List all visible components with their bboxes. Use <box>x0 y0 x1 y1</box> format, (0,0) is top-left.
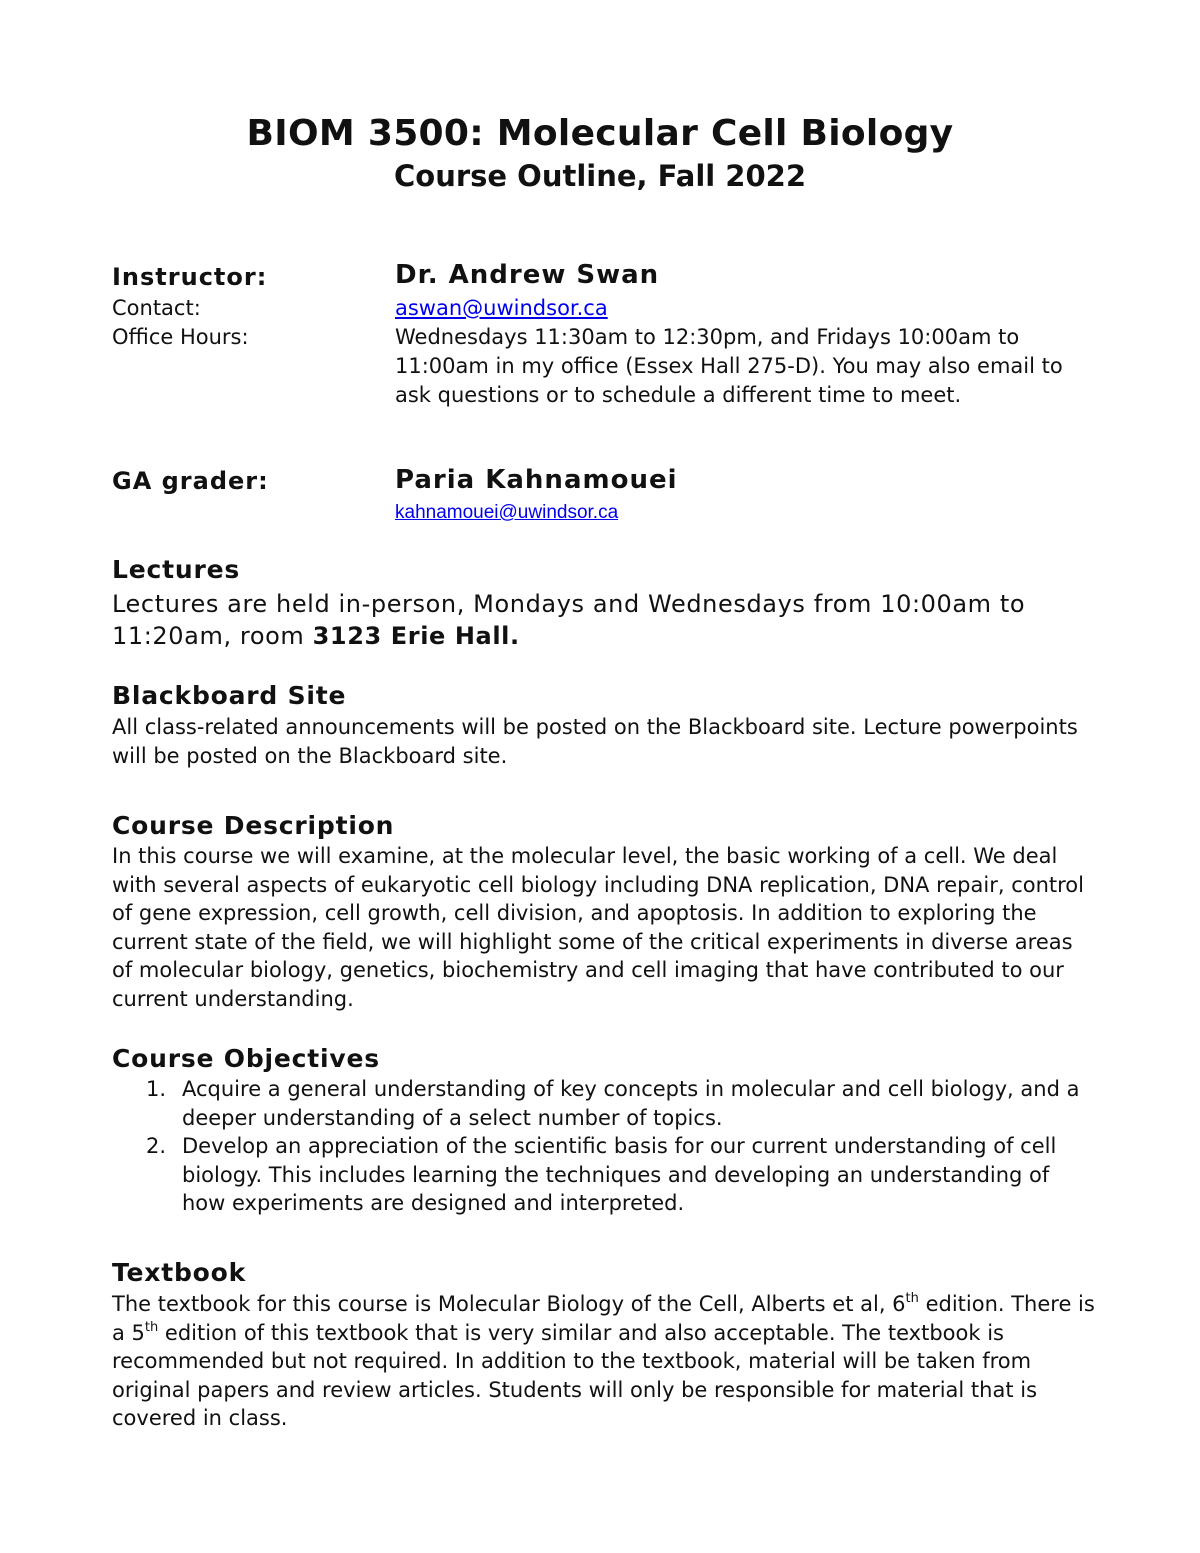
contact-row <box>112 294 1092 323</box>
lectures-body: Lectures are held in-person, Mondays and Wednesdays from 10:00am to 11:20am, room <box>112 590 1026 650</box>
contact-label: Contact: <box>112 296 201 320</box>
office-hours-row <box>112 323 1092 443</box>
lectures-text <box>112 588 1097 652</box>
instructor-row <box>112 261 1092 293</box>
instructor-email-link[interactable]: aswan@uwindsor.ca <box>395 296 608 320</box>
ga-email-value <box>395 497 1095 527</box>
page-subtitle: Course Outline, Fall 2022 <box>393 159 807 193</box>
textbook-text-3: edition of this textbook that is very similar and also acceptable. The textbook is recommended but not required. In addition to the textbook, material will be taken from original papers and review articles. Students will only be responsible for material that is covered in class. <box>112 1320 1038 1430</box>
blackboard-heading: Blackboard Site <box>112 681 347 710</box>
objectives-heading: Course Objectives <box>112 1044 380 1073</box>
textbook-sup-2: th <box>144 1319 159 1335</box>
office-hours-label: Office Hours: <box>112 325 249 349</box>
lectures-heading: Lectures <box>112 555 241 584</box>
office-hours-value: Wednesdays 11:30am to 12:30pm, and Fridays 10:00am to 11:00am in my office (Essex Hall 275-D). You may also email to ask questions or to schedule a different time to meet. <box>395 325 1063 407</box>
list-item <box>112 1132 1097 1218</box>
description-heading: Course Description <box>112 811 395 840</box>
ga-email-row <box>112 497 1092 525</box>
objective-number: 2. <box>146 1134 167 1158</box>
textbook-text-2: edition. There is a 5 <box>112 1292 1095 1345</box>
ga-name: Paria Kahnamouei <box>395 465 678 495</box>
contact-value <box>395 294 1095 323</box>
list-item <box>112 1075 1097 1132</box>
textbook-sup-1: th <box>905 1291 919 1306</box>
objective-text: Develop an appreciation of the scientific basis for our current understanding of cell biology. This includes learning the techniques and developing an understanding of how experiments are designed and interpreted. <box>182 1134 1057 1215</box>
page-title: BIOM 3500: Molecular Cell Biology <box>246 113 954 154</box>
ga-label: GA grader: <box>112 467 269 495</box>
ga-row <box>112 466 1092 498</box>
objective-number: 1. <box>146 1077 167 1101</box>
textbook-text-1: The textbook for this course is Molecular Biology of the Cell, Alberts et al, 6 <box>112 1292 906 1316</box>
ga-email-link[interactable]: kahnamouei@uwindsor.ca <box>395 502 619 523</box>
instructor-name: Dr. Andrew Swan <box>395 260 660 290</box>
instructor-label: Instructor: <box>112 263 268 291</box>
textbook-text <box>112 1290 1097 1433</box>
lectures-room: 3123 Erie Hall. <box>312 622 520 650</box>
objectives-list <box>112 1075 1097 1218</box>
description-text: In this course we will examine, at the molecular level, the basic working of a cell. We deal with several aspects of eukaryotic cell biology including DNA replication, DNA repair, control of gene expression, cell growth, cell division, and apoptosis. In addition to exploring the current state of the field, we will highlight some of the critical experiments in diverse areas of molecular biology, genetics, biochemistry and cell imaging that have contributed to our current understanding. <box>112 844 1084 1011</box>
blackboard-text: All class-related announcements will be posted on the Blackboard site. Lecture powerpoints will be posted on the Blackboard site. <box>112 715 1078 768</box>
objective-text: Acquire a general understanding of key concepts in molecular and cell biology, and a deeper understanding of a select number of topics. <box>182 1077 1080 1130</box>
textbook-heading: Textbook <box>112 1258 247 1287</box>
